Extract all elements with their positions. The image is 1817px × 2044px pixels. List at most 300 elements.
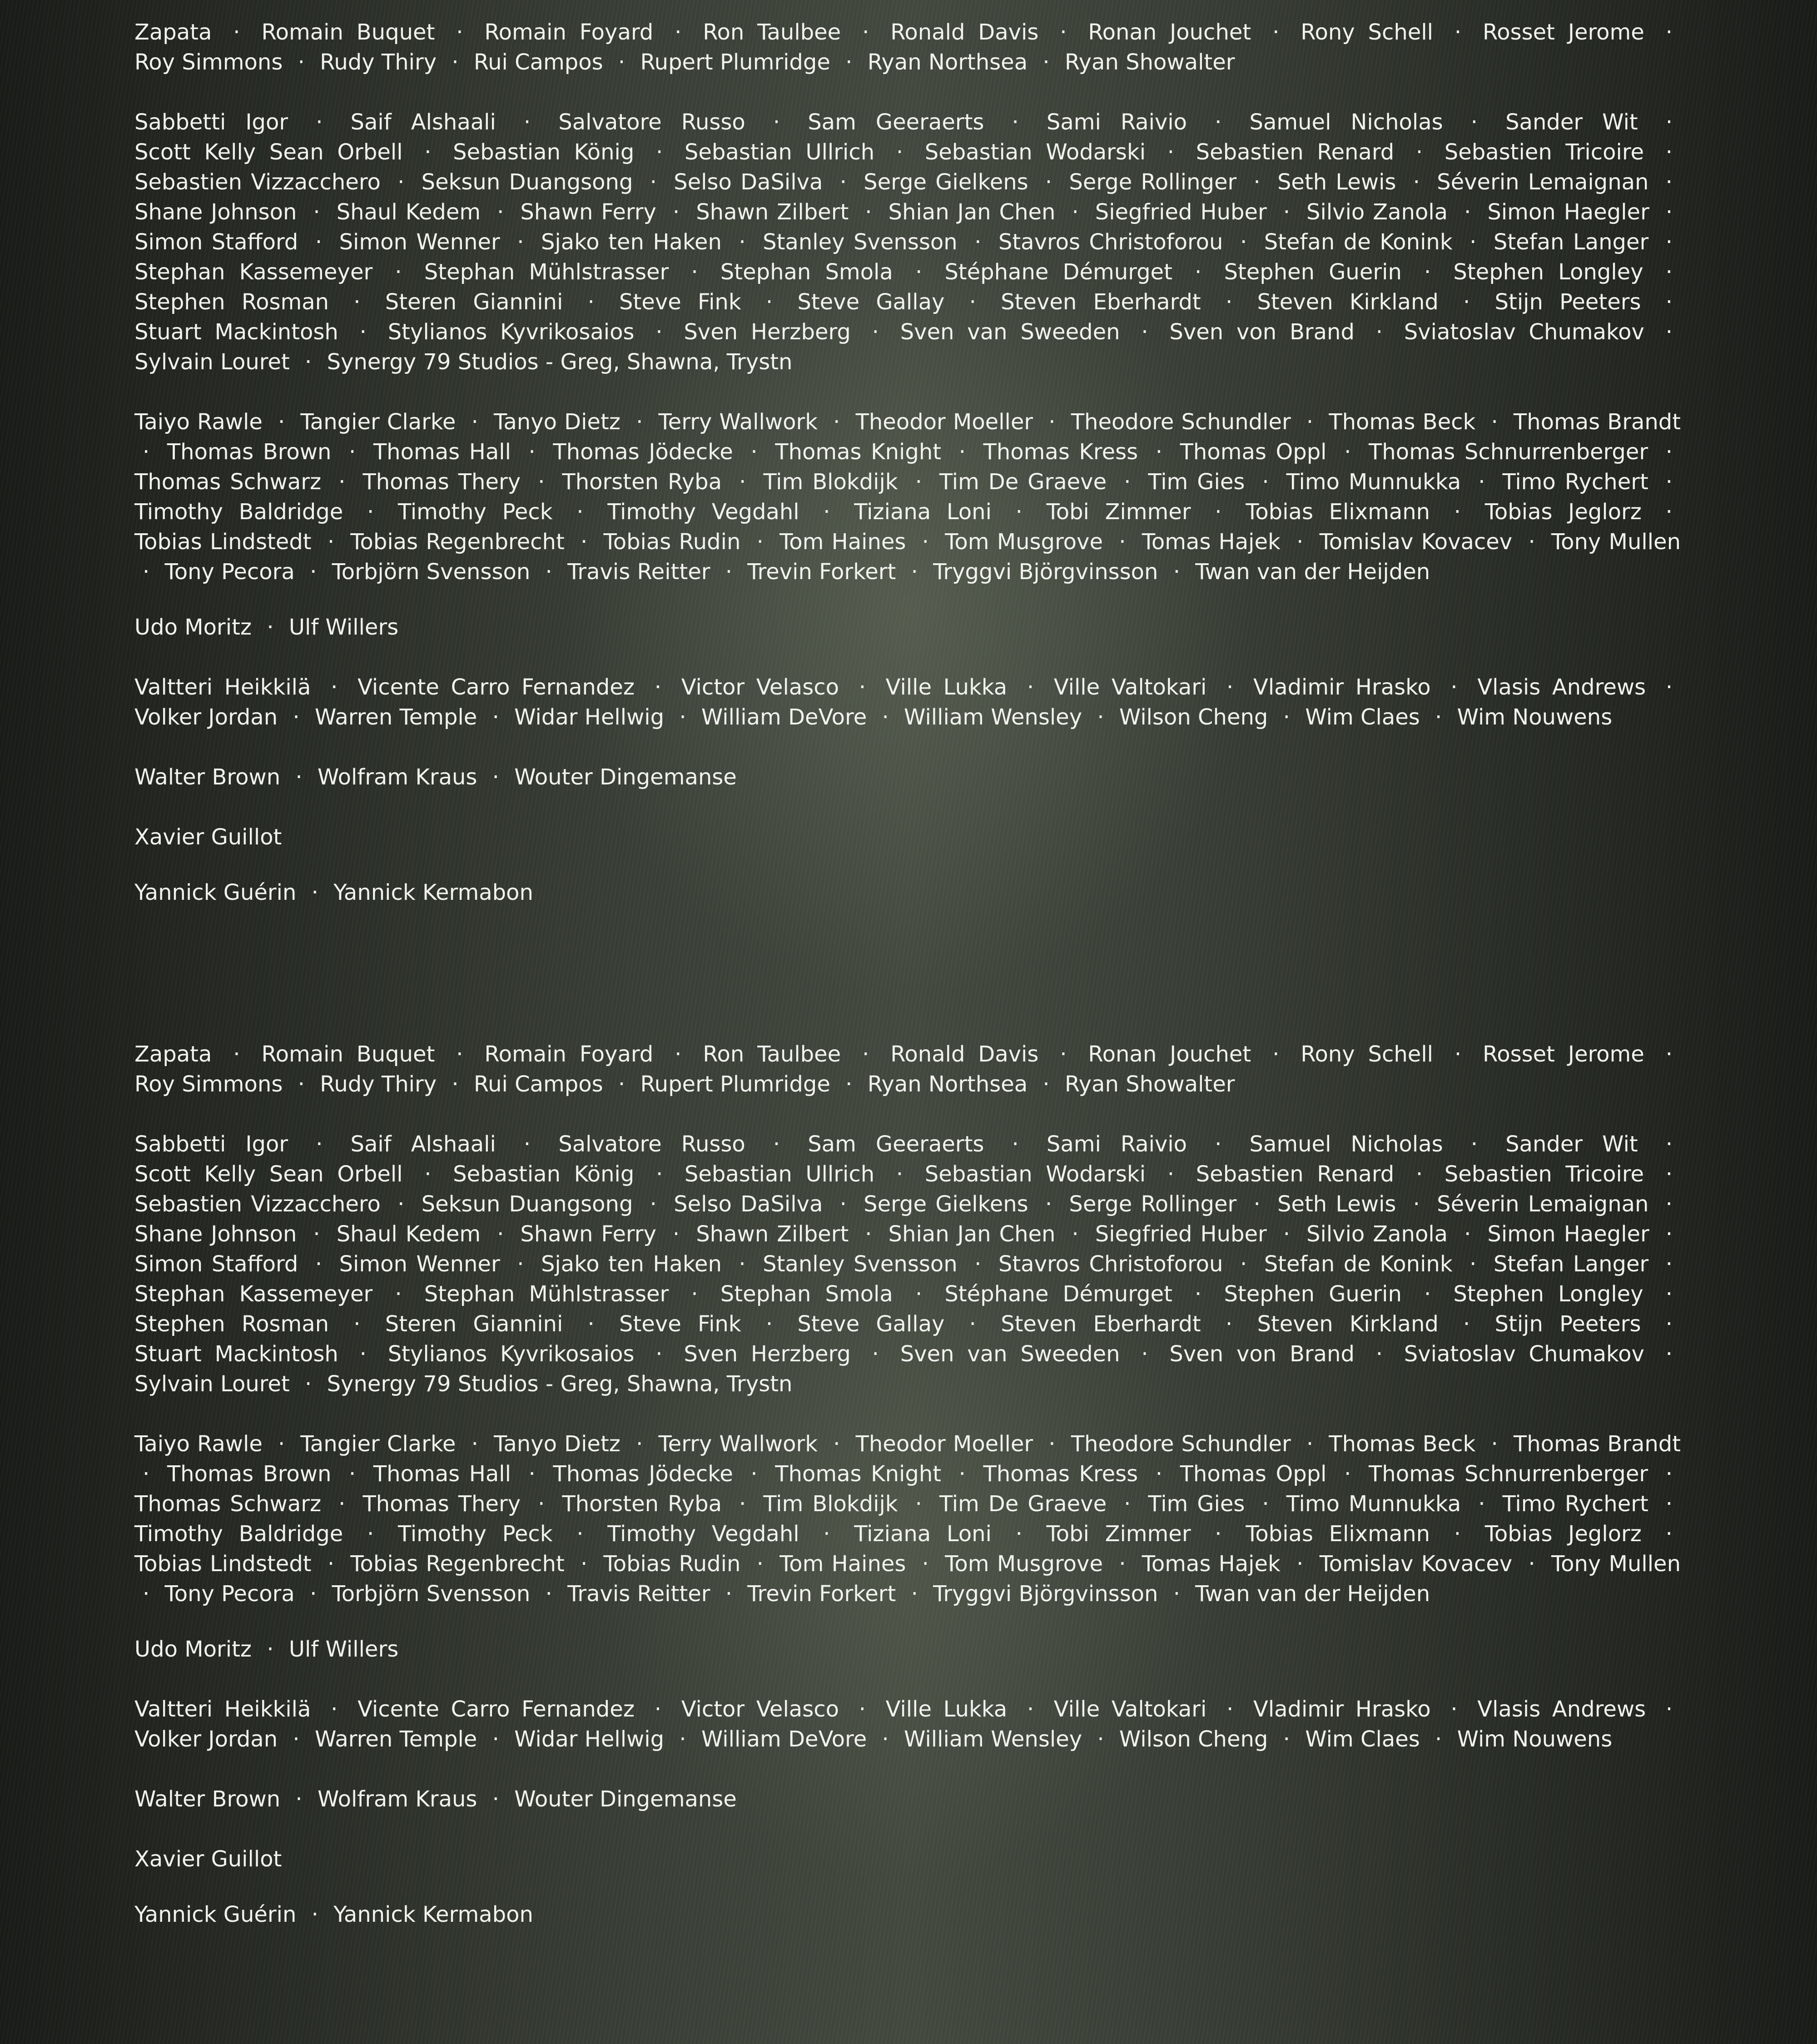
separator-dot: · — [1336, 1461, 1359, 1487]
credit-name: Wim Nouwens — [1457, 704, 1613, 730]
credit-name: Timo Munnukka — [1286, 469, 1461, 495]
separator-dot: · — [416, 1161, 439, 1187]
separator-dot: · — [1658, 1491, 1681, 1517]
credit-name: Simon Stafford — [134, 229, 298, 255]
separator-dot: · — [1116, 469, 1139, 495]
separator-dot: · — [1658, 1251, 1681, 1277]
credit-name: Wolfram Kraus — [318, 1786, 477, 1812]
separator-dot: · — [448, 1042, 471, 1067]
separator-dot: · — [1461, 229, 1484, 255]
separator-dot: · — [648, 139, 671, 165]
credit-name: Ronald Davis — [890, 20, 1038, 45]
credit-name: Sven von Brand — [1169, 1341, 1355, 1367]
separator-dot: · — [1520, 529, 1543, 555]
credit-name: Stuart Mackintosh — [134, 319, 338, 345]
separator-dot: · — [742, 439, 765, 465]
credit-name: Timothy Vegdahl — [607, 1521, 799, 1547]
separator-dot: · — [1483, 409, 1506, 435]
separator-dot: · — [966, 1251, 989, 1277]
credit-name: Séverin Lemaignan — [1437, 169, 1648, 195]
credit-name: Sander Wit — [1505, 109, 1638, 135]
credit-name: Steren Giannini — [385, 289, 563, 315]
separator-dot: · — [509, 1251, 532, 1277]
credit-name: Steve Fink — [619, 289, 741, 315]
credit-name: Synergy 79 Studios - Greg, Shawna, Trystn — [327, 1371, 793, 1397]
separator-dot: · — [1658, 139, 1681, 165]
credit-name: Thorsten Ryba — [562, 469, 722, 495]
separator-dot: · — [341, 1461, 364, 1487]
credit-name: Volker Jordan — [134, 1726, 278, 1752]
credit-name: Taiyo Rawle — [134, 1431, 263, 1457]
credit-name: Steve Fink — [619, 1311, 741, 1337]
credit-name: Steven Kirkland — [1257, 289, 1438, 315]
credit-name: Ron Taulbee — [703, 20, 841, 45]
credit-name: Travis Reitter — [567, 559, 710, 585]
credit-name: Stephan Kassemeyer — [134, 259, 372, 285]
credit-name: Salvatore Russo — [558, 109, 745, 135]
separator-dot: · — [1004, 109, 1027, 135]
separator-dot: · — [1052, 1042, 1075, 1067]
separator-dot: · — [1052, 20, 1075, 45]
separator-dot: · — [1147, 439, 1171, 465]
separator-dot: · — [1206, 109, 1230, 135]
credit-name: Stefan Langer — [1494, 1251, 1648, 1277]
separator-dot: · — [1008, 1521, 1031, 1547]
credit-name: Thomas Schwarz — [134, 469, 321, 495]
separator-dot: · — [1658, 199, 1681, 225]
credit-name: Sylvain Louret — [134, 1371, 290, 1397]
credit-name: William DeVore — [701, 704, 867, 730]
separator-dot: · — [225, 20, 248, 45]
credit-name: Seth Lewis — [1277, 169, 1396, 195]
separator-dot: · — [1232, 229, 1255, 255]
credit-name: Tony Mullen — [1551, 1551, 1681, 1577]
credit-name: Thomas Jödecke — [553, 1461, 733, 1487]
separator-dot: · — [389, 169, 412, 195]
credit-name: Tobias Elixmann — [1246, 499, 1430, 525]
separator-dot: · — [907, 469, 930, 495]
separator-dot: · — [1658, 1461, 1681, 1487]
separator-dot: · — [1254, 469, 1277, 495]
separator-dot: · — [1159, 1161, 1182, 1187]
credit-name: Shian Jan Chen — [889, 199, 1056, 225]
credit-name: Timothy Baldridge — [134, 499, 343, 525]
separator-dot: · — [648, 1161, 671, 1187]
credit-name: Vlasis Andrews — [1477, 675, 1646, 700]
credit-name: Synergy 79 Studios - Greg, Shawna, Trystn — [327, 349, 793, 375]
credit-name: Simon Wenner — [339, 1251, 500, 1277]
credit-name: Sjako ten Haken — [541, 229, 722, 255]
separator-dot: · — [966, 229, 989, 255]
separator-dot: · — [1254, 1491, 1277, 1517]
credit-name: Steve Gallay — [797, 1311, 944, 1337]
credit-name: Tobi Zimmer — [1047, 1521, 1191, 1547]
credit-name: Thorsten Ryba — [562, 1491, 722, 1517]
credit-name: Serge Rollinger — [1069, 169, 1236, 195]
separator-dot: · — [665, 1221, 688, 1247]
credit-name: Tiziana Loni — [854, 499, 992, 525]
credit-name: Stanley Svensson — [763, 1251, 958, 1277]
separator-dot: · — [1165, 559, 1188, 585]
separator-dot: · — [1063, 199, 1087, 225]
credit-name: Tobias Lindstedt — [134, 1551, 312, 1577]
credit-name: Tim Gies — [1148, 1491, 1245, 1517]
credit-name: Stephen Rosman — [134, 289, 329, 315]
credit-name: Volker Jordan — [134, 704, 278, 730]
credit-name: Serge Gielkens — [864, 1191, 1028, 1217]
separator-dot: · — [1658, 499, 1681, 525]
credit-name: Ryan Northsea — [868, 50, 1028, 75]
credit-name: Stefan de Konink — [1264, 229, 1453, 255]
credit-name: Samuel Nicholas — [1249, 1131, 1443, 1157]
separator-dot: · — [1217, 1311, 1241, 1337]
separator-dot: · — [1275, 1726, 1298, 1752]
credit-name: Wim Claes — [1305, 704, 1420, 730]
separator-dot: · — [1288, 1551, 1311, 1577]
separator-dot: · — [961, 1311, 984, 1337]
credit-name: Rosset Jerome — [1483, 20, 1644, 45]
separator-dot: · — [888, 139, 911, 165]
credit-name: Thomas Thery — [362, 1491, 521, 1517]
separator-dot: · — [1111, 1551, 1134, 1577]
credit-name: Sebastien Renard — [1196, 139, 1395, 165]
credit-name: Romain Buquet — [261, 1042, 435, 1067]
credit-name: Sabbetti Igor — [134, 109, 288, 135]
credit-name: Zapata — [134, 1042, 212, 1067]
credit-name: Sam Geeraerts — [808, 1131, 984, 1157]
credit-name: Stephan Kassemeyer — [134, 1281, 372, 1307]
credit-name: Sam Geeraerts — [808, 109, 984, 135]
separator-dot: · — [914, 1551, 937, 1577]
credit-name: Thomas Schnurrenberger — [1369, 1461, 1648, 1487]
credit-name: Saif Alshaali — [351, 1131, 496, 1157]
credit-name: Theodore Schundler — [1071, 409, 1291, 435]
credit-name: Steren Giannini — [385, 1311, 563, 1337]
separator-dot: · — [888, 1161, 911, 1187]
separator-dot: · — [642, 169, 665, 195]
credit-name: Stephen Guerin — [1224, 1281, 1401, 1307]
credit-name: Wim Nouwens — [1457, 1726, 1613, 1752]
separator-dot: · — [1658, 169, 1681, 195]
separator-dot: · — [319, 529, 343, 555]
separator-dot: · — [303, 880, 327, 905]
credit-name: Walter Brown — [134, 1786, 280, 1812]
separator-dot: · — [1040, 409, 1063, 435]
separator-dot: · — [359, 1521, 382, 1547]
separator-dot: · — [389, 1191, 412, 1217]
credit-name: Tangier Clarke — [300, 409, 456, 435]
separator-dot: · — [1187, 1281, 1210, 1307]
separator-dot: · — [854, 20, 877, 45]
separator-dot: · — [297, 349, 320, 375]
separator-dot: · — [1658, 109, 1681, 135]
credit-name: Vicente Carro Fernandez — [357, 1697, 635, 1722]
separator-dot: · — [1133, 1341, 1156, 1367]
separator-dot: · — [825, 409, 848, 435]
credit-name: Sabbetti Igor — [134, 1131, 288, 1157]
credit-name: Thomas Schwarz — [134, 1491, 321, 1517]
separator-dot: · — [1288, 529, 1311, 555]
credit-name: Tom Musgrove — [945, 529, 1103, 555]
separator-dot: · — [628, 409, 651, 435]
credit-name: Warren Temple — [315, 1726, 477, 1752]
separator-dot: · — [1218, 675, 1241, 700]
credit-name: Tony Mullen — [1551, 529, 1681, 555]
credit-name: Thomas Brown — [167, 439, 332, 465]
credit-name: Timothy Peck — [398, 1521, 553, 1547]
separator-dot: · — [765, 1131, 788, 1157]
separator-dot: · — [463, 409, 487, 435]
separator-dot: · — [284, 704, 308, 730]
credit-name: Ronan Jouchet — [1088, 20, 1251, 45]
credit-name: Simon Haegler — [1487, 1221, 1649, 1247]
credit-name: Rupert Plumridge — [640, 50, 830, 75]
credit-name: Salvatore Russo — [558, 1131, 745, 1157]
credit-name: Thomas Beck — [1329, 1431, 1475, 1457]
credit-name: William Wensley — [904, 704, 1082, 730]
credit-name: Timo Munnukka — [1286, 1491, 1461, 1517]
separator-dot: · — [330, 1491, 353, 1517]
separator-dot: · — [1658, 319, 1681, 345]
credit-name: Sander Wit — [1505, 1131, 1638, 1157]
credit-name: Terry Wallwork — [659, 409, 818, 435]
credit-name: Romain Buquet — [261, 20, 435, 45]
separator-dot: · — [537, 1581, 561, 1607]
separator-dot: · — [758, 1311, 781, 1337]
separator-dot: · — [1275, 704, 1298, 730]
credit-name: Ron Taulbee — [703, 1042, 841, 1067]
separator-dot: · — [1089, 704, 1112, 730]
separator-dot: · — [308, 109, 331, 135]
credit-name: Timo Rychert — [1502, 1491, 1648, 1517]
credit-name: Thomas Hall — [373, 439, 511, 465]
separator-dot: · — [1446, 1521, 1469, 1547]
separator-dot: · — [352, 319, 375, 345]
separator-dot: · — [1368, 1341, 1391, 1367]
separator-dot: · — [851, 1697, 874, 1722]
credit-name: Sven Herzberg — [684, 319, 851, 345]
separator-dot: · — [1658, 229, 1681, 255]
credit-name: Romain Foyard — [484, 1042, 653, 1067]
separator-dot: · — [730, 229, 754, 255]
separator-dot: · — [914, 529, 937, 555]
credit-name: Tom Musgrove — [945, 1551, 1103, 1577]
separator-dot: · — [1470, 1491, 1493, 1517]
separator-dot: · — [1405, 1191, 1428, 1217]
credit-name: Thomas Brandt — [1514, 409, 1681, 435]
separator-dot: · — [1245, 1191, 1268, 1217]
separator-dot: · — [302, 1581, 325, 1607]
separator-dot: · — [1658, 1521, 1681, 1547]
credit-name: Rony Schell — [1301, 1042, 1433, 1067]
separator-dot: · — [1217, 289, 1241, 315]
credit-name: Ulf Willers — [289, 1637, 398, 1662]
separator-dot: · — [345, 289, 368, 315]
credit-name: Ville Valtokari — [1054, 675, 1207, 700]
separator-dot: · — [489, 1221, 512, 1247]
separator-dot: · — [225, 1042, 248, 1067]
separator-dot: · — [1264, 1042, 1287, 1067]
separator-dot: · — [731, 469, 754, 495]
credit-name: Rudy Thiry — [320, 50, 437, 75]
credit-name: Thomas Beck — [1329, 409, 1475, 435]
credit-name: Trevin Forkert — [747, 1581, 896, 1607]
credit-name: Widar Hellwig — [514, 704, 664, 730]
credit-name: Stanley Svensson — [763, 229, 958, 255]
credit-name: Wouter Dingemanse — [514, 1786, 737, 1812]
credit-name: Thomas Jödecke — [553, 439, 733, 465]
separator-dot: · — [1245, 169, 1268, 195]
credit-name: Stephen Longley — [1453, 1281, 1643, 1307]
credit-name: Sami Raivio — [1047, 109, 1187, 135]
separator-dot: · — [1658, 1281, 1681, 1307]
credit-name: Shian Jan Chen — [889, 1221, 1056, 1247]
credit-name: Rosset Jerome — [1483, 1042, 1644, 1067]
credit-name: Timothy Baldridge — [134, 1521, 343, 1547]
credit-name: Tanyo Dietz — [494, 409, 621, 435]
credit-name: Simon Stafford — [134, 1251, 298, 1277]
separator-dot: · — [484, 1786, 507, 1812]
credit-name: Taiyo Rawle — [134, 409, 263, 435]
separator-dot: · — [1658, 1697, 1681, 1722]
credit-name: Tomas Hajek — [1142, 1551, 1281, 1577]
credit-name: Walter Brown — [134, 764, 280, 790]
separator-dot: · — [1483, 1431, 1506, 1457]
separator-dot: · — [1456, 199, 1479, 225]
credit-name: Stefan de Konink — [1264, 1251, 1453, 1277]
separator-dot: · — [874, 704, 897, 730]
credit-name: Travis Reitter — [567, 1581, 710, 1607]
credit-name: Selso DaSilva — [674, 1191, 823, 1217]
credit-name: Wilson Cheng — [1119, 704, 1268, 730]
separator-dot: · — [134, 1461, 158, 1487]
credit-name: Vladimir Hrasko — [1253, 1697, 1431, 1722]
separator-dot: · — [489, 199, 512, 225]
credit-name: Stijn Peeters — [1495, 1311, 1641, 1337]
separator-dot: · — [416, 139, 439, 165]
credit-name: Tomas Hajek — [1142, 529, 1281, 555]
credit-name: Ville Lukka — [886, 1697, 1008, 1722]
credit-name: Wim Claes — [1305, 1726, 1420, 1752]
separator-dot: · — [742, 1461, 765, 1487]
credit-name: Serge Rollinger — [1069, 1191, 1236, 1217]
credit-name: Ronald Davis — [890, 1042, 1038, 1067]
credit-name: Tobias Jeglorz — [1485, 1521, 1642, 1547]
separator-dot: · — [521, 439, 544, 465]
separator-dot: · — [1147, 1461, 1171, 1487]
separator-dot: · — [874, 1726, 897, 1752]
separator-dot: · — [749, 1551, 772, 1577]
credit-name: Ryan Showalter — [1065, 1072, 1235, 1097]
credit-name: Tobi Zimmer — [1047, 499, 1191, 525]
separator-dot: · — [287, 764, 310, 790]
credit-name: Simon Haegler — [1487, 199, 1649, 225]
separator-dot: · — [907, 259, 930, 285]
separator-dot: · — [1298, 1431, 1321, 1457]
separator-dot: · — [1658, 1221, 1681, 1247]
separator-dot: · — [1206, 499, 1230, 525]
credit-name: Stijn Peeters — [1495, 289, 1641, 315]
credit-name: Steve Gallay — [797, 289, 944, 315]
credit-name: Stéphane Démurget — [944, 259, 1172, 285]
separator-dot: · — [258, 615, 282, 640]
credit-name: Stephan Smola — [720, 259, 893, 285]
separator-dot: · — [443, 50, 467, 75]
credit-name: Sylvain Louret — [134, 349, 290, 375]
credit-name: Romain Foyard — [484, 20, 653, 45]
separator-dot: · — [290, 1072, 313, 1097]
separator-dot: · — [287, 1786, 310, 1812]
credit-name: Thomas Hall — [373, 1461, 511, 1487]
separator-dot: · — [303, 1902, 327, 1927]
credit-name: Sven von Brand — [1169, 319, 1355, 345]
separator-dot: · — [484, 1726, 507, 1752]
separator-dot: · — [387, 1281, 410, 1307]
separator-dot: · — [1658, 439, 1681, 465]
separator-dot: · — [1658, 1042, 1681, 1067]
credit-name: Thomas Oppl — [1180, 1461, 1327, 1487]
credit-name: Warren Temple — [315, 704, 477, 730]
credit-name: Tobias Lindstedt — [134, 529, 312, 555]
credit-name: Ronan Jouchet — [1088, 1042, 1251, 1067]
credit-name: Selso DaSilva — [674, 169, 823, 195]
separator-dot: · — [1336, 439, 1359, 465]
credit-name: Seksun Duangsong — [422, 169, 633, 195]
credit-name: Sven Herzberg — [684, 1341, 851, 1367]
credit-name: Stephan Mühlstrasser — [424, 259, 669, 285]
credit-name: Rony Schell — [1301, 20, 1433, 45]
separator-dot: · — [1658, 675, 1681, 700]
credit-name: Tony Pecora — [165, 559, 295, 585]
credit-name: Tobias Rudin — [604, 529, 741, 555]
separator-dot: · — [749, 529, 772, 555]
credit-name: Steven Eberhardt — [1001, 1311, 1201, 1337]
credit-name: William DeVore — [701, 1726, 867, 1752]
separator-dot: · — [837, 1072, 860, 1097]
separator-dot: · — [1658, 20, 1681, 45]
credit-name: Séverin Lemaignan — [1437, 1191, 1648, 1217]
credit-name: Steven Kirkland — [1257, 1311, 1438, 1337]
separator-dot: · — [1218, 1697, 1241, 1722]
separator-dot: · — [530, 469, 553, 495]
separator-dot: · — [854, 1042, 877, 1067]
separator-dot: · — [1034, 50, 1057, 75]
credit-name: Wouter Dingemanse — [514, 764, 737, 790]
credit-name: Seksun Duangsong — [422, 1191, 633, 1217]
separator-dot: · — [463, 1431, 487, 1457]
separator-dot: · — [961, 289, 984, 315]
separator-dot: · — [1446, 499, 1469, 525]
separator-dot: · — [537, 559, 561, 585]
separator-dot: · — [1658, 1311, 1681, 1337]
credit-name: Rudy Thiry — [320, 1072, 437, 1097]
credit-name: Tim De Graeve — [939, 1491, 1107, 1517]
separator-dot: · — [308, 1131, 331, 1157]
credit-name: Silvio Zanola — [1306, 1221, 1448, 1247]
credit-name: Tiziana Loni — [854, 1521, 992, 1547]
credit-name: Tim De Graeve — [939, 469, 1107, 495]
separator-dot: · — [646, 1697, 670, 1722]
credit-name: Yannick Kermabon — [333, 1902, 533, 1927]
separator-dot: · — [832, 169, 855, 195]
separator-dot: · — [832, 1191, 855, 1217]
credit-name: Tobias Regenbrecht — [350, 529, 564, 555]
credit-name: Thomas Kress — [983, 1461, 1138, 1487]
credit-name: Ville Valtokari — [1054, 1697, 1207, 1722]
separator-dot: · — [330, 469, 353, 495]
separator-dot: · — [1520, 1551, 1543, 1577]
separator-dot: · — [1368, 319, 1391, 345]
